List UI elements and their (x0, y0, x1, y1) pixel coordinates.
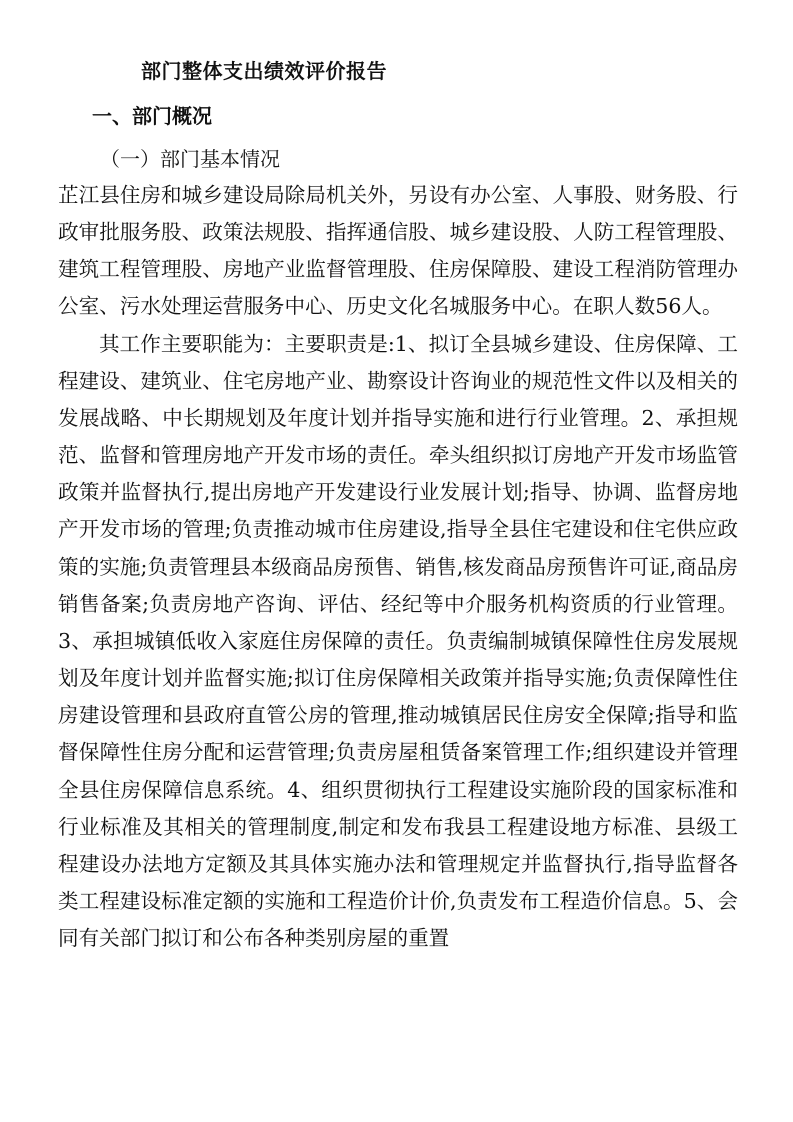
body-text (58, 177, 738, 957)
document-title: 部门整体支出绩效评价报告 (141, 59, 387, 83)
subsection-heading-basic-info: （一）部门基本情况 (100, 147, 280, 171)
paragraph-departments: 芷江县住房和城乡建设局除局机关外，另设有办公室、人事股、财务股、行政审批服务股、政策法规股、指挥通信股、城乡建设股、人防工程管理股、建筑工程管理股、房地产业监督管理股、住房保障股、建设工程消防管理办公室、污水处理运营服务中心、历史文化名城服务中心。在职人数56人。 (58, 183, 738, 319)
paragraph-responsibilities: 其工作主要职能为：主要职责是:1、拟订全县城乡建设、住房保障、工程建设、建筑业、住宅房地产业、勘察设计咨询业的规范性文件以及相关的发展战略、中长期规划及年度计划并指导实施和进行行业管理。2、承担规范、监督和管理房地产开发市场的责任。牵头组织拟订房地产开发市场监管政策并监督执行,提出房地产开发建设行业发展计划;指导、协调、监督房地产开发市场的管理;负责推动城市住房建设,指导全县住宅建设和住宅供应政策的实施;负责管理县本级商品房预售、销售,核发商品房预售许可证,商品房销售备案;负责房地产咨询、评估、经纪等中介服务机构资质的行业管理。3、承担城镇低收入家庭住房保障的责任。负责编制城镇保障性住房发展规划及年度计划并监督实施;拟订住房保障相关政策并指导实施;负责保障性住房建设管理和县政府直管公房的管理,推动城镇居民住房安全保障;指导和监督保障性住房分配和运营管理;负责房屋租赁备案管理工作;组织建设并管理全县住房保障信息系统。4、组织贯彻执行工程建设实施阶段的国家标准和行业标准及其相关的管理制度,制定和发布我县工程建设地方标准、县级工程建设办法地方定额及其具体实施办法和管理规定并监督执行,指导监督各类工程建设标准定额的实施和工程造价计价,负责发布工程造价信息。5、会同有关部门拟订和公布各种类别房屋的重置 (58, 331, 738, 951)
section-heading-overview: 一、部门概况 (92, 104, 212, 128)
